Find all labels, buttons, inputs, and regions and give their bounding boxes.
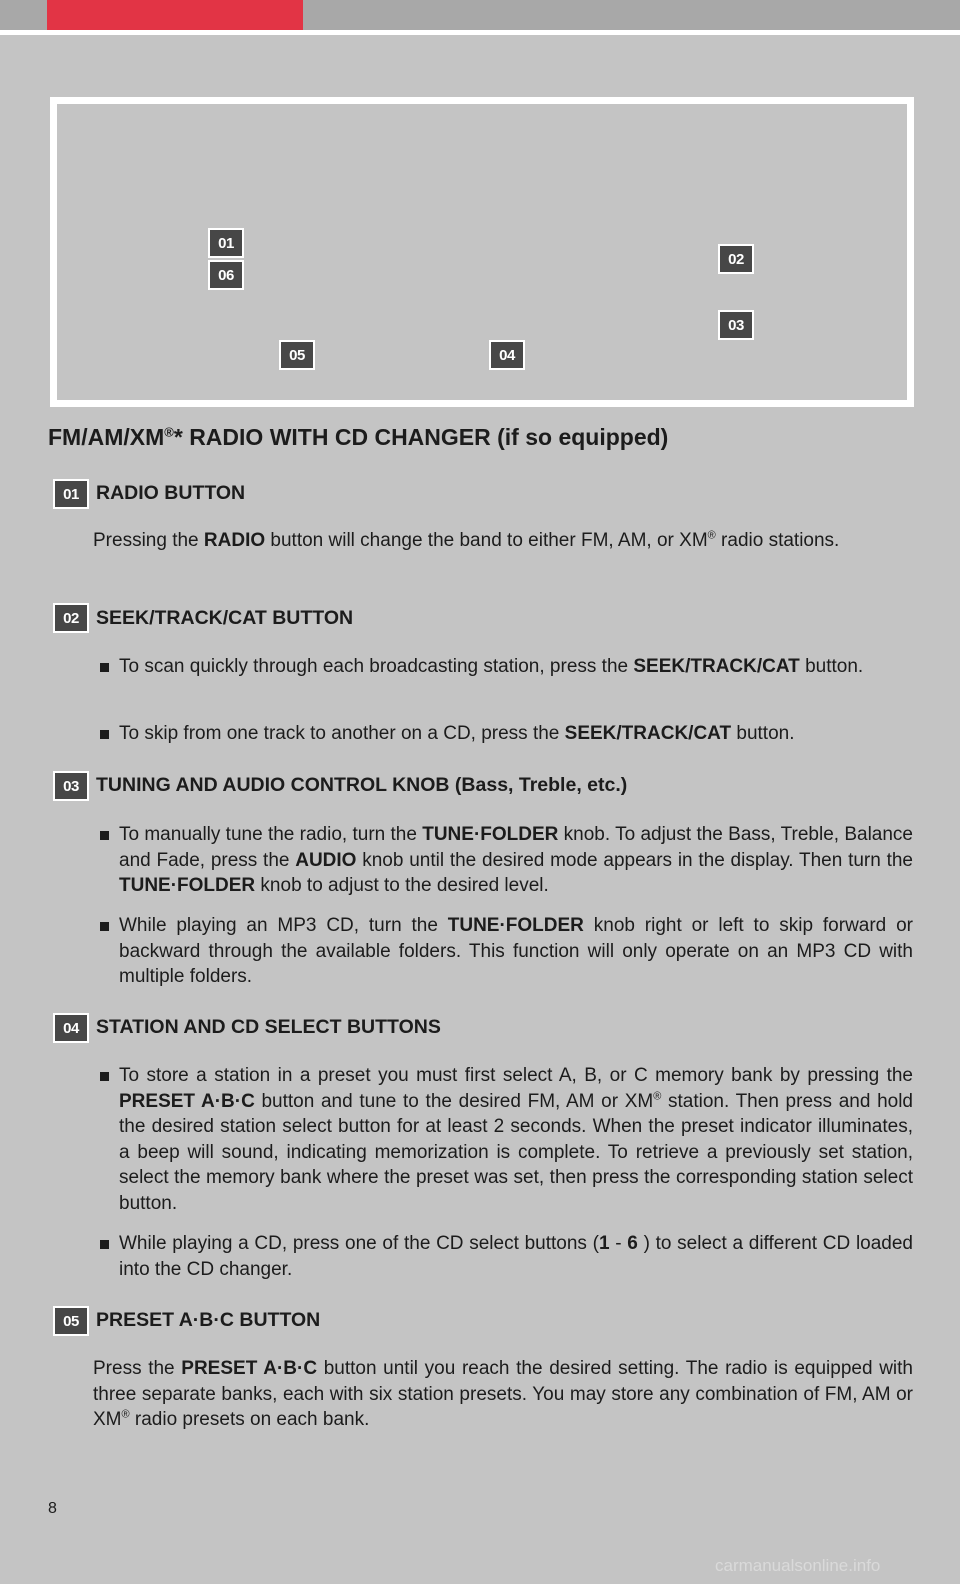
section-badge-02: 02 xyxy=(53,603,89,633)
section-badge-04: 04 xyxy=(53,1013,89,1043)
radio-figure-frame xyxy=(50,97,914,407)
section-heading-station-cd-select: STATION AND CD SELECT BUTTONS xyxy=(96,1016,441,1038)
figure-callout-03: 03 xyxy=(718,310,754,340)
figure-callout-01: 01 xyxy=(208,228,244,258)
bullet-marker xyxy=(100,831,109,840)
top-bar-accent xyxy=(47,0,303,30)
bullet-marker xyxy=(100,663,109,672)
figure-callout-02: 02 xyxy=(718,244,754,274)
bullet-text-seek-scan: To scan quickly through each broadcasting station, press the SEEK/TRACK/CAT button. xyxy=(119,656,864,677)
section-heading-preset-abc: PRESET A·B·C BUTTON xyxy=(96,1309,321,1331)
section-badge-05: 05 xyxy=(53,1306,89,1336)
figure-callout-04: 04 xyxy=(489,340,525,370)
top-bar-divider xyxy=(0,30,960,35)
section-body-preset-abc: Press the PRESET A·B·C button until you reach the desired setting. The radio is equipped with three separate banks, each with six station presets. You may store any combination of FM, AM or XM® radio presets on each bank. xyxy=(93,1358,913,1430)
bullet-text-seek-skip: To skip from one track to another on a CD, press the SEEK/TRACK/CAT button. xyxy=(119,723,795,744)
section-badge-01: 01 xyxy=(53,479,89,509)
bullet-text-mp3-folders: While playing an MP3 CD, turn the TUNE·FOLDER knob right or left to skip forward or backward through the available folders. This function will only operate on an MP3 CD with multiple folders. xyxy=(119,915,913,987)
figure-callout-05: 05 xyxy=(279,340,315,370)
section-badge-03: 03 xyxy=(53,771,89,801)
bullet-marker xyxy=(100,730,109,739)
bullet-text-cd-select: While playing a CD, press one of the CD select buttons (1 - 6 ) to select a different CD loaded into the CD changer. xyxy=(119,1233,913,1280)
watermark: carmanualsonline.info xyxy=(715,1556,881,1575)
bullet-marker xyxy=(100,1240,109,1249)
section-body-radio-button: Pressing the RADIO button will change the band to either FM, AM, or XM® radio stations. xyxy=(93,529,840,551)
section-heading-seek-track-cat: SEEK/TRACK/CAT BUTTON xyxy=(96,607,354,629)
bullet-text-store-preset: To store a station in a preset you must first select A, B, or C memory bank by pressing the PRESET A·B·C button and tune to the desired FM, AM or XM® station. Then press and hold the desired station select button for at least 2 seconds. When the preset indicator illuminates, a beep will sound, indicating memorization is complete. To retrieve a previously set station, select the memory bank where the preset was set, then press the corresponding station select button. xyxy=(119,1065,913,1214)
bullet-marker xyxy=(100,922,109,931)
section-heading-radio-button: RADIO BUTTON xyxy=(96,482,246,504)
bullet-text-tune-adjust: To manually tune the radio, turn the TUNE·FOLDER knob. To adjust the Bass, Treble, Balance and Fade, press the AUDIO knob until the desired mode appears in the display. Then turn the TUNE·FOLDER knob to adjust to the desired level. xyxy=(119,824,913,896)
figure-callout-06: 06 xyxy=(208,260,244,290)
page-title: FM/AM/XM®* RADIO WITH CD CHANGER (if so equipped) xyxy=(48,424,669,450)
bullet-marker xyxy=(100,1072,109,1081)
section-heading-tuning-audio-knob: TUNING AND AUDIO CONTROL KNOB (Bass, Treble, etc.) xyxy=(96,774,628,796)
page-number: 8 xyxy=(48,1500,57,1517)
